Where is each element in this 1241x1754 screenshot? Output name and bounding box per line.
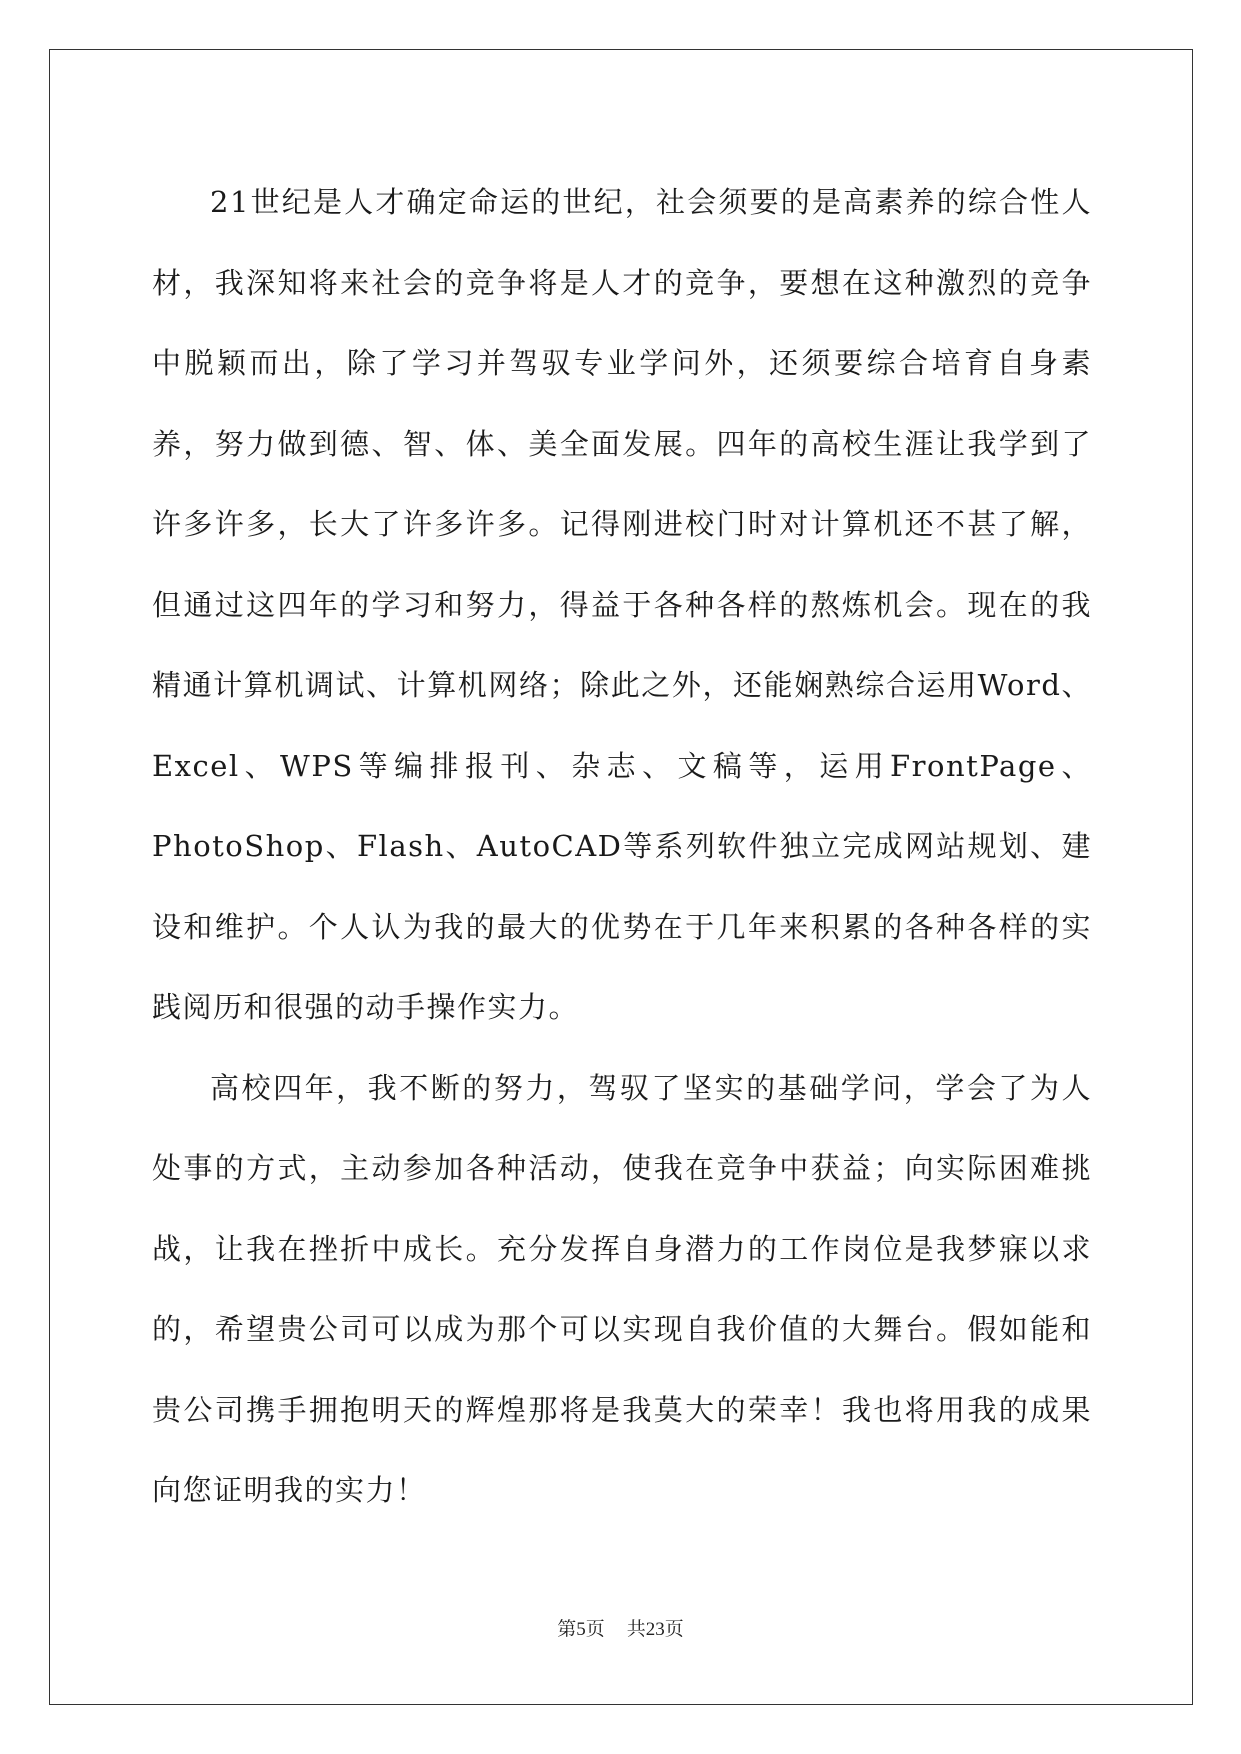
paragraph-1: 21世纪是人才确定命运的世纪，社会须要的是高素养的综合性人材，我深知将来社会的竞争将是人才的竞争，要想在这种激烈的竞争中脱颖而出，除了学习并驾驭专业学问外，还须要综合培育自身素养，努力做到德、智、体、美全面发展。四年的高校生涯让我学到了许多许多，长大了许多许多。记得刚进校门时对计算机还不甚了解，但通过这四年的学习和努力，得益于各种各样的熬炼机会。现在的我精通计算机调试、计算机网络；除此之外，还能娴熟综合运用Word、Excel、WPS等编排报刊、杂志、文稿等，运用FrontPage、PhotoShop、Flash、AutoCAD等系列软件独立完成网站规划、建设和维护。个人认为我的最大的优势在于几年来积累的各种各样的实践阅历和很强的动手操作实力。 [152,185,1092,1024]
page-prefix: 第 [557,1618,577,1640]
page-suffix: 页 [585,1618,605,1640]
page-number: 5 [576,1619,586,1640]
document-body [152,162,1092,1531]
total-pages: 23 [645,1619,665,1640]
total-suffix: 页 [664,1618,684,1640]
paragraph-2: 高校四年，我不断的努力，驾驭了坚实的基础学问，学会了为人处事的方式，主动参加各种活动，使我在竞争中获益；向实际困难挑战，让我在挫折中成长。充分发挥自身潜力的工作岗位是我梦寐以求的，希望贵公司可以成为那个可以实现自我价值的大舞台。假如能和贵公司携手拥抱明天的辉煌那将是我莫大的荣幸！我也将用我的成果向您证明我的实力！ [152,1070,1092,1507]
total-prefix: 共 [626,1618,646,1640]
page-footer [0,1614,1241,1641]
